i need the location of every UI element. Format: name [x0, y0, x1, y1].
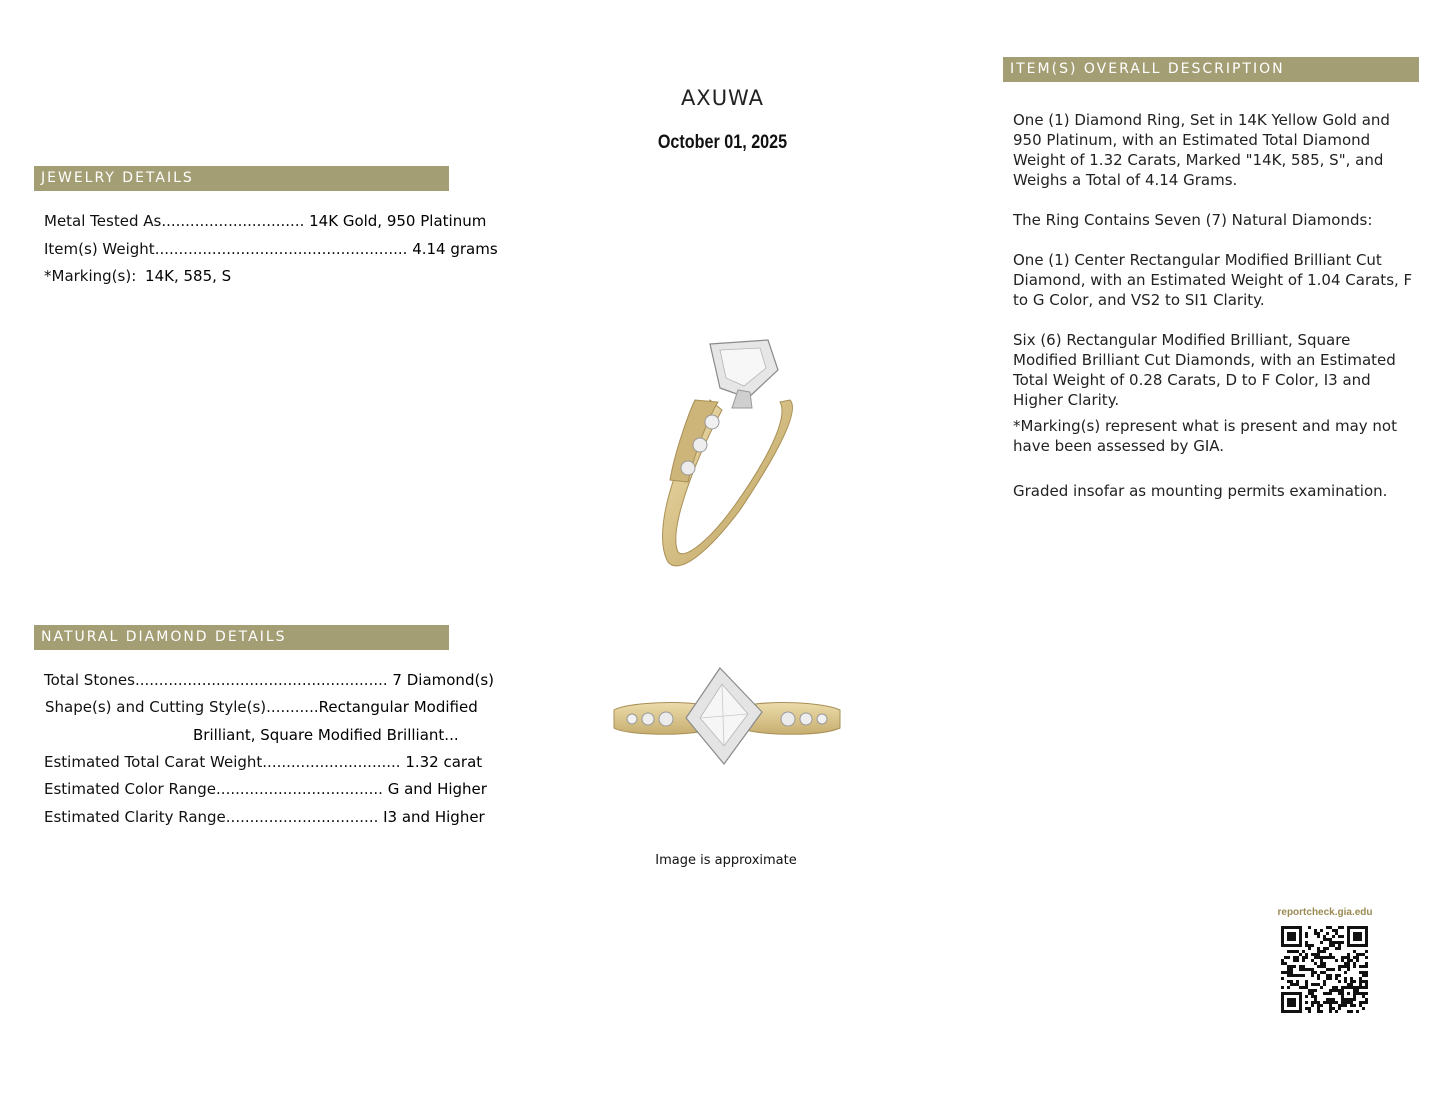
stones-label: Total Stones	[44, 671, 135, 689]
clarity-range-row	[44, 808, 485, 826]
side-stone-icon	[681, 461, 695, 475]
side-stone-icon	[659, 712, 673, 726]
description-paragraph-1: One (1) Diamond Ring, Set in 14K Yellow Gold and 950 Platinum, with an Estimated Total Diamond Weight of 1.32 Carats, Marked "14K, 585, S", and Weighs a Total of 4.14 Grams.	[1013, 111, 1390, 189]
jewelry-details-header: JEWELRY DETAILS	[34, 166, 449, 191]
weight-label: Item(s) Weight	[44, 240, 155, 258]
carat-value: 1.32 carat	[400, 753, 483, 771]
overall-description-header: ITEM(S) OVERALL DESCRIPTION	[1003, 57, 1419, 82]
side-stone-icon	[800, 713, 812, 725]
description-paragraph-2: The Ring Contains Seven (7) Natural Diamonds:	[1013, 211, 1373, 229]
stones-leader: .....................................................	[134, 671, 388, 689]
color-label: Estimated Color Range	[44, 780, 217, 798]
weight-value: 4.14 grams	[407, 240, 498, 258]
marking-value: 14K, 585, S	[145, 267, 232, 285]
marking-label: *Marking(s):	[44, 267, 137, 285]
side-stone-icon	[705, 415, 719, 429]
carat-weight-row	[44, 753, 482, 771]
stones-value: 7 Diamond(s)	[387, 671, 494, 689]
shape-row	[45, 698, 478, 716]
clarity-value: I3 and Higher	[378, 808, 485, 826]
item-weight-row	[44, 240, 498, 258]
description-paragraph-4: Six (6) Rectangular Modified Brilliant, Square Modified Brilliant Cut Diamonds, with an Estimated Total Weight of 0.28 Carats, D to F Color, I3 and Higher Clarity.	[1013, 331, 1396, 409]
shape-value-line-2: Brilliant, Square Modified Brilliant...	[193, 726, 459, 744]
clarity-label: Estimated Clarity Range	[44, 808, 226, 826]
marking-row	[44, 267, 231, 285]
color-value: G and Higher	[382, 780, 487, 798]
total-stones-row	[44, 671, 494, 689]
clarity-leader: ................................	[225, 808, 379, 826]
shape-label: Shape(s) and Cutting Style(s)	[45, 698, 267, 716]
report-name: AXUWA	[680, 86, 765, 110]
color-leader: ...................................	[216, 780, 383, 798]
ring-side-view-image	[640, 330, 820, 575]
description-paragraph-6: Graded insofar as mounting permits examination.	[1013, 482, 1388, 500]
qr-code-icon[interactable]	[1281, 926, 1368, 1013]
description-paragraph-5: *Marking(s) represent what is present and may not have been assessed by GIA.	[1013, 417, 1397, 455]
shape-row-continued	[193, 726, 459, 744]
shape-leader: ...........	[266, 698, 319, 716]
side-stone-icon	[781, 712, 795, 726]
natural-diamond-details-header: NATURAL DIAMOND DETAILS	[34, 625, 449, 650]
side-stone-icon	[817, 714, 827, 724]
carat-label: Estimated Total Carat Weight	[44, 753, 263, 771]
metal-label: Metal Tested As	[44, 212, 162, 230]
report-date: October 01, 2025	[657, 132, 788, 153]
metal-value: 14K Gold, 950 Platinum	[304, 212, 487, 230]
description-paragraph-3: One (1) Center Rectangular Modified Brilliant Cut Diamond, with an Estimated Weight of 1.04 Carats, F to G Color, and VS2 to SI1 Clarity.	[1013, 251, 1413, 309]
side-stone-icon	[693, 438, 707, 452]
side-stone-icon	[642, 713, 654, 725]
shape-value-line-1: Rectangular Modified	[318, 698, 478, 716]
weight-leader: .....................................................	[154, 240, 408, 258]
side-stone-icon	[627, 714, 637, 724]
metal-leader: ..............................	[161, 212, 305, 230]
carat-leader: .............................	[262, 753, 401, 771]
image-caption: Image is approximate	[655, 853, 797, 868]
ring-top-view-image	[608, 662, 846, 772]
color-range-row	[44, 780, 487, 798]
metal-tested-row	[44, 212, 486, 230]
report-check-url[interactable]: reportcheck.gia.edu	[1277, 907, 1373, 918]
